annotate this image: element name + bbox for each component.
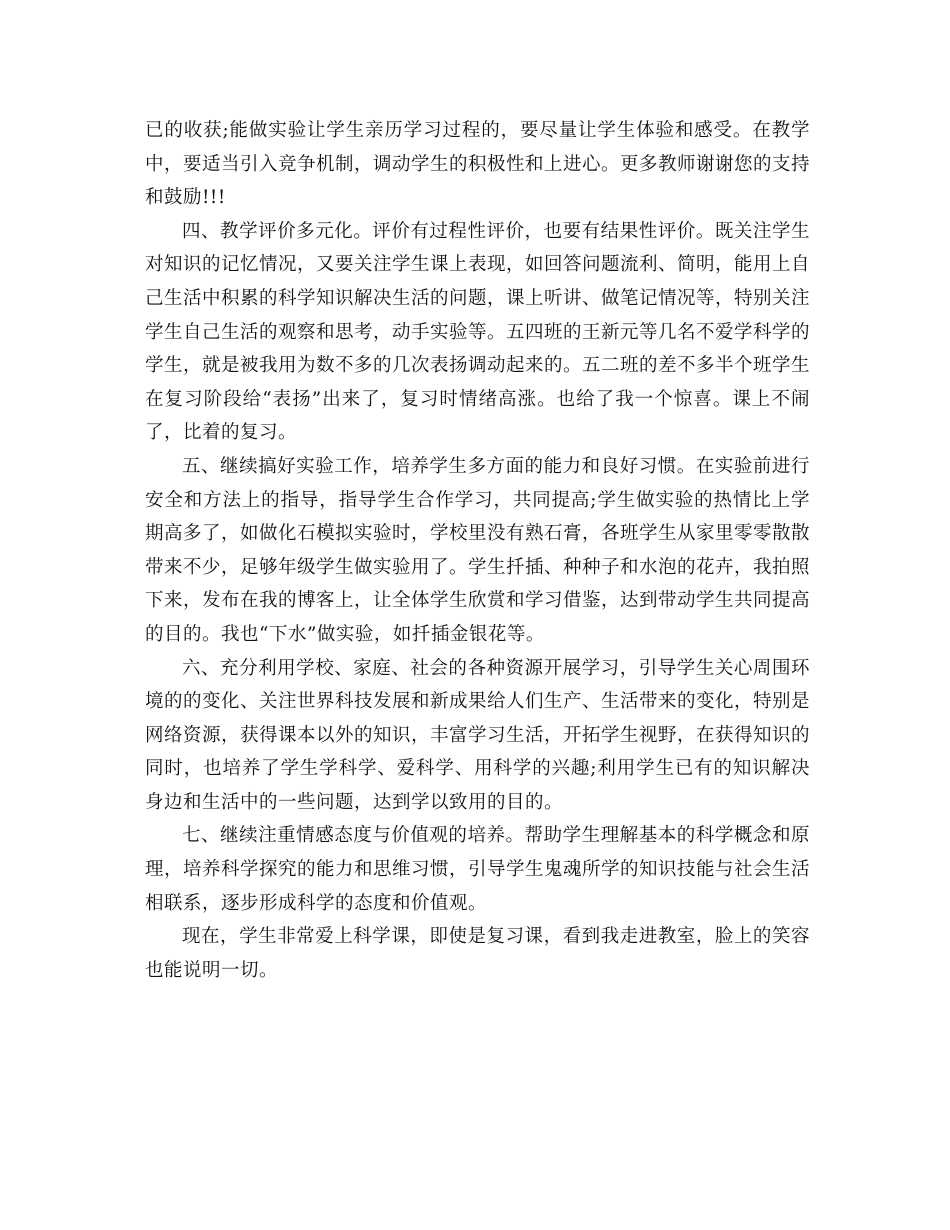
paragraph-section-6-resources: 六、充分利用学校、家庭、社会的各种资源开展学习，引导学生关心周围环境的的变化、关注世界科技发展和新成果给人们生产、生活带来的变化，特别是网络资源，获得课本以外的知识，丰富学习生活，开拓学生视野，在获得知识的同时，也培养了学生学科学、爱科学、用科学的兴趣;利用学生已有的知识解决身边和生活中的一些问题，达到学以致用的目的。: [145, 657, 811, 813]
paragraph-section-7-values: 七、继续注重情感态度与价值观的培养。帮助学生理解基本的科学概念和原理，培养科学探究的能力和思维习惯，引导学生鬼魂所学的知识技能与社会生活相联系，逐步形成科学的态度和价值观。: [145, 825, 811, 914]
document-page: [145, 114, 810, 987]
paragraph-continuation: 已的收获;能做实验让学生亲历学习过程的，要尽量让学生体验和感受。在教学中，要适当引入竞争机制，调动学生的积极性和上进心。更多教师谢谢您的支持和鼓励!!!: [145, 120, 811, 209]
paragraph-conclusion: 现在，学生非常爱上科学课，即使是复习课，看到我走进教室，脸上的笑容也能说明一切。: [145, 926, 810, 981]
paragraph-section-5-experiments: 五、继续搞好实验工作，培养学生多方面的能力和良好习惯。在实验前进行安全和方法上的指导，指导学生合作学习，共同提高;学生做实验的热情比上学期高多了，如做化石模拟实验时，学校里没有熟石膏，各班学生从家里零零散散带来不少，足够年级学生做实验用了。学生扦插、种种子和水泡的花卉，我拍照下来，发布在我的博客上，让全体学生欣赏和学习借鉴，达到带动学生共同提高的目的。我也“下水”做实验，如扦插金银花等。: [145, 455, 811, 645]
paragraph-section-4-evaluation: 四、教学评价多元化。评价有过程性评价，也要有结果性评价。既关注学生对知识的记忆情况，又要关注学生课上表现，如回答问题流利、简明，能用上自己生活中积累的科学知识解决生活的问题，课上听讲、做笔记情况等，特别关注学生自己生活的观察和思考，动手实验等。五四班的王新元等几名不爱学科学的学生，就是被我用为数不多的几次表扬调动起来的。五二班的差不多半个班学生在复习阶段给“表扬”出来了，复习时情绪高涨。也给了我一个惊喜。课上不闹了，比着的复习。: [145, 220, 811, 444]
